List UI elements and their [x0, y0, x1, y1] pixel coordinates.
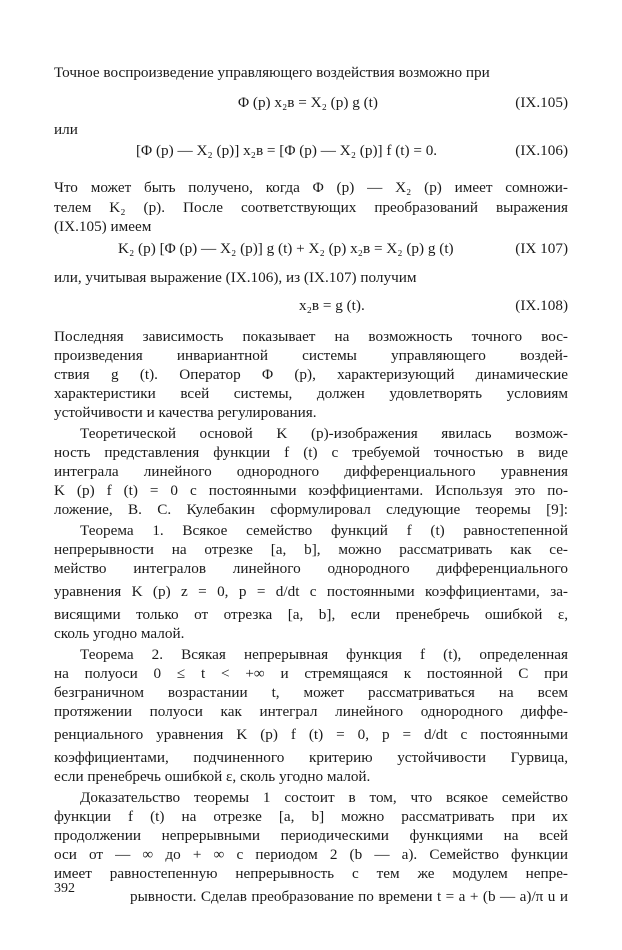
text-line: Теоретической основой K (p)-изображения явилась возмож-: [80, 425, 568, 442]
text-line: протяжении полуоси как интеграл линейного однородного диффе-: [54, 703, 568, 720]
text-line: уравнения K (p) z = 0, p = d/dt с постоянными коэффициентами, за-: [54, 583, 568, 600]
text-line: Последняя зависимость показывает на возможность точного вос-: [54, 328, 568, 345]
equation-ix107: K₂ (p) [Φ (p) — X₂ (p)] g (t) + X₂ (p) x₂в = X₂ (p) g (t): [118, 240, 454, 257]
equation-ix106: [Φ (p) — X₂ (p)] x₂в = [Φ (p) — X₂ (p)] f (t) = 0.: [136, 142, 438, 159]
text-line: продолжении непрерывными периодическими функциями на всей: [54, 827, 568, 844]
text-line: мейство интегралов линейного однородного дифференциального: [54, 560, 568, 577]
text-line: (IX.105) имеем: [54, 218, 152, 235]
text-line: безграничном возрастании t, может рассматриваться на всем: [54, 684, 568, 701]
text-line: Что может быть получено, когда Φ (p) — X₂ (p) имеет сомножи-: [54, 179, 568, 196]
equation-label: (IX.105): [515, 94, 568, 111]
text-line: устойчивости и качества регулирования.: [54, 404, 317, 421]
text-line: сколь угодно малой.: [54, 625, 185, 642]
text-line: или, учитывая выражение (IX.106), из (IX.107) получим: [54, 269, 417, 286]
text-line: Точное воспроизведение управляющего воздействия возможно при: [54, 64, 490, 81]
equation-ix105: Φ (p) x₂в = X₂ (p) g (t): [238, 94, 378, 111]
text-line: Доказательство теоремы 1 состоит в том, что всякое семейство: [80, 789, 568, 806]
text-line: Теорема 2. Всякая непрерывная функция f (t), определенная: [80, 646, 568, 663]
text-line: K (p) f (t) = 0 с постоянными коэффициентами. Используя это по-: [54, 482, 568, 499]
text-line: оси от — ∞ до + ∞ с периодом 2 (b — a). Семейство функции: [54, 846, 568, 863]
equation-label: (IX.106): [515, 142, 568, 159]
text-line: функции f (t) на отрезке [a, b] можно рассматривать при их: [54, 808, 568, 825]
text-line: произведения инвариантной системы управляющего воздей-: [54, 347, 568, 364]
text-line: коэффициентами, подчиненного критерию устойчивости Гурвица,: [54, 749, 568, 766]
text-line: рывности. Сделав преобразование по времени t = a + (b — a)/π u и: [130, 888, 568, 905]
text-line: на полуоси 0 ≤ t < +∞ и стремящаяся к постоянной C при: [54, 665, 568, 682]
text-line: или: [54, 121, 78, 138]
text-line: ность представления функции f (t) с требуемой точностью в виде: [54, 444, 568, 461]
text-line: имеет равностепенную непрерывность с тем же модулем непре-: [54, 865, 568, 882]
text-line: непрерывности на отрезке [a, b], можно рассматривать как се-: [54, 541, 568, 558]
text-line: интеграла линейного однородного дифференциального уравнения: [54, 463, 568, 480]
text-line: ствия g (t). Оператор Φ (p), характеризующий динамические: [54, 366, 568, 383]
text-line: ренциального уравнения K (p) f (t) = 0, p = d/dt с постоянными: [54, 726, 568, 743]
text-line: висящими только от отрезка [a, b], если пренебречь ошибкой ε,: [54, 606, 568, 623]
text-line: Теорема 1. Всякое семейство функций f (t) равностепенной: [80, 522, 568, 539]
page-number: 392: [54, 881, 75, 896]
text-line: ложение, В. С. Кулебакин сформулировал следующие теоремы [9]:: [54, 501, 568, 518]
text-line: если пренебречь ошибкой ε, сколь угодно малой.: [54, 768, 371, 785]
equation-ix108: x₂в = g (t).: [299, 297, 365, 314]
text-line: характеристики всей системы, должен удовлетворять условиям: [54, 385, 568, 402]
text-line: телем K₂ (p). После соответствующих преобразований выражения: [54, 199, 568, 216]
equation-label: (IX 107): [515, 240, 568, 257]
equation-label: (IX.108): [515, 297, 568, 314]
